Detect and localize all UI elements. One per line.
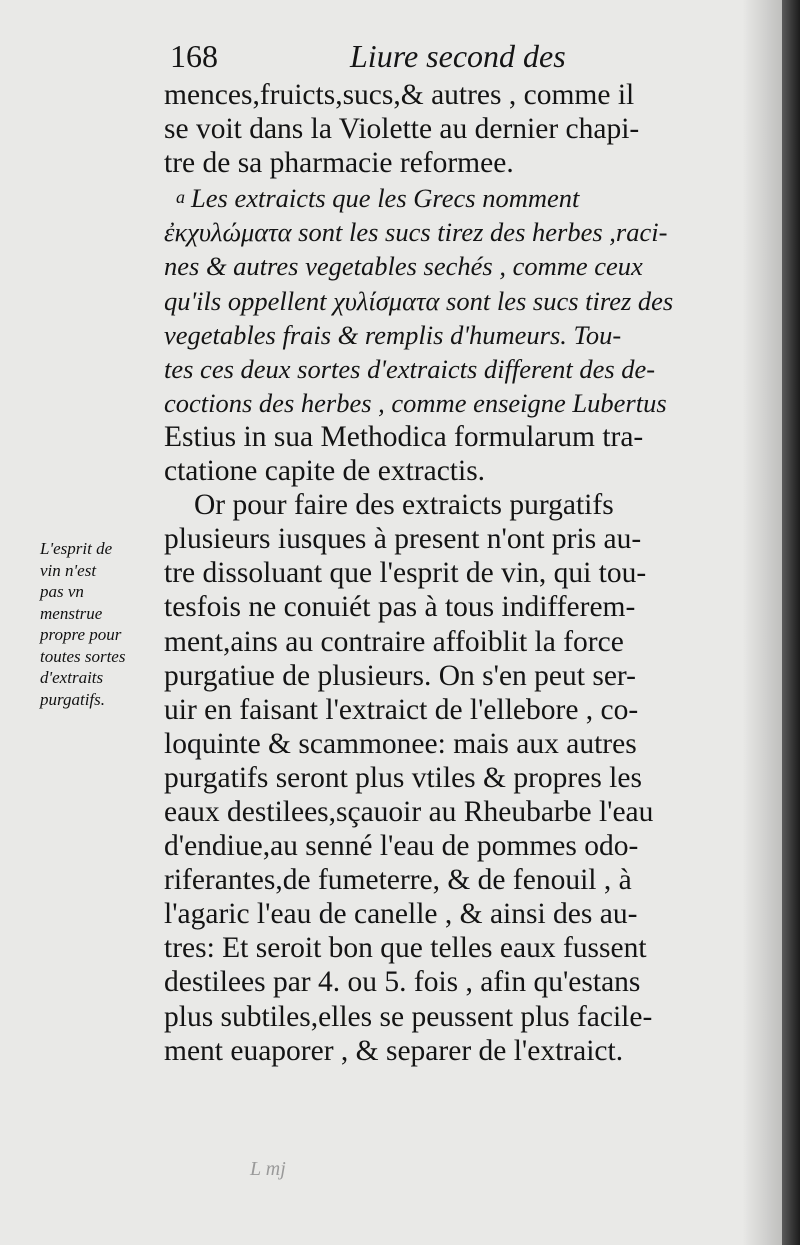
bleed-through-text: L mj: [250, 1158, 286, 1180]
margin-note-line: d'extraits: [40, 668, 104, 687]
text-line: Estius in sua Methodica formularum tra-: [164, 420, 644, 453]
text-line: plusieurs iusques à present n'ont pris au-: [164, 523, 642, 556]
margin-note-line: menstrue: [40, 603, 103, 623]
text-line: loquinte & scammonee: mais aux autres: [164, 727, 637, 760]
text-line: se voit dans la Violette au dernier chapi-: [164, 113, 640, 146]
running-title: Liure second des: [350, 38, 566, 74]
annotation-line: qu'ils oppellent χυλίσματα sont les sucs tirez des: [164, 285, 674, 316]
text-line: purgatiue de plusieurs. On s'en peut ser-: [164, 659, 636, 692]
note-marker: a: [176, 187, 185, 208]
annotation-line: tes ces deux sortes d'extraicts different des de-: [164, 353, 656, 384]
page-number: 168: [170, 38, 218, 74]
text-line: tre dissoluant que l'esprit de vin, qui tou-: [164, 557, 647, 590]
text-line: ment euaporer , & separer de l'extraict.: [164, 1034, 624, 1067]
text-line: riferantes,de fumeterre, & de fenouil , à: [164, 864, 632, 897]
margin-note-line: L'esprit de: [40, 539, 113, 558]
text-line: tres: Et seroit bon que telles eaux fussent: [164, 932, 647, 965]
margin-note-line: purgatifs.: [40, 689, 106, 709]
page-header: [170, 38, 750, 78]
margin-note-line: toutes sortes: [40, 646, 126, 666]
text-line: tesfois ne conuiét pas à tous indifferem-: [164, 591, 636, 624]
text-line: eaux destilees,sçauoir au Rheubarbe l'eau: [164, 795, 654, 828]
text-line: ment,ains au contraire affoiblit la force: [164, 625, 624, 658]
text-line: plus subtiles,elles se peussent plus facile-: [164, 1000, 653, 1033]
margin-note-line: pas vn: [40, 582, 84, 601]
text-line: d'endiue,au senné l'eau de pommes odo-: [164, 830, 639, 863]
text-line: destilees par 4. ou 5. fois , afin qu'estans: [164, 966, 641, 999]
annotation-line: ἐκχυλώματα sont les sucs tirez des herbes ,raci-: [164, 217, 668, 248]
body-text: [164, 78, 756, 1068]
text-line: uir en faisant l'extraict de l'ellebore , co-: [164, 693, 639, 726]
text-line: mences,fruicts,sucs,& autres , comme il: [164, 79, 635, 111]
margin-note: [40, 538, 158, 710]
book-edge-shadow: [782, 0, 800, 1245]
annotation-line: nes & autres vegetables sechés , comme ceux: [164, 251, 643, 282]
annotation-line: coctions des herbes , comme enseigne Lubertus: [164, 387, 667, 418]
margin-note-line: propre pour: [40, 625, 122, 644]
annotation-line: vegetables frais & remplis d'humeurs. Tou-: [164, 319, 622, 350]
margin-note-line: vin n'est: [40, 560, 97, 580]
annotation-line: a Les extraicts que les Grecs nomment: [176, 183, 580, 214]
text-line: purgatifs seront plus vtiles & propres les: [164, 761, 642, 794]
text-line: ctatione capite de extractis.: [164, 455, 486, 488]
paragraph-start-line: Or pour faire des extraicts purgatifs: [194, 489, 614, 522]
text-line: tre de sa pharmacie reformee.: [164, 147, 514, 180]
text-line: l'agaric l'eau de canelle , & ainsi des au-: [164, 898, 638, 931]
